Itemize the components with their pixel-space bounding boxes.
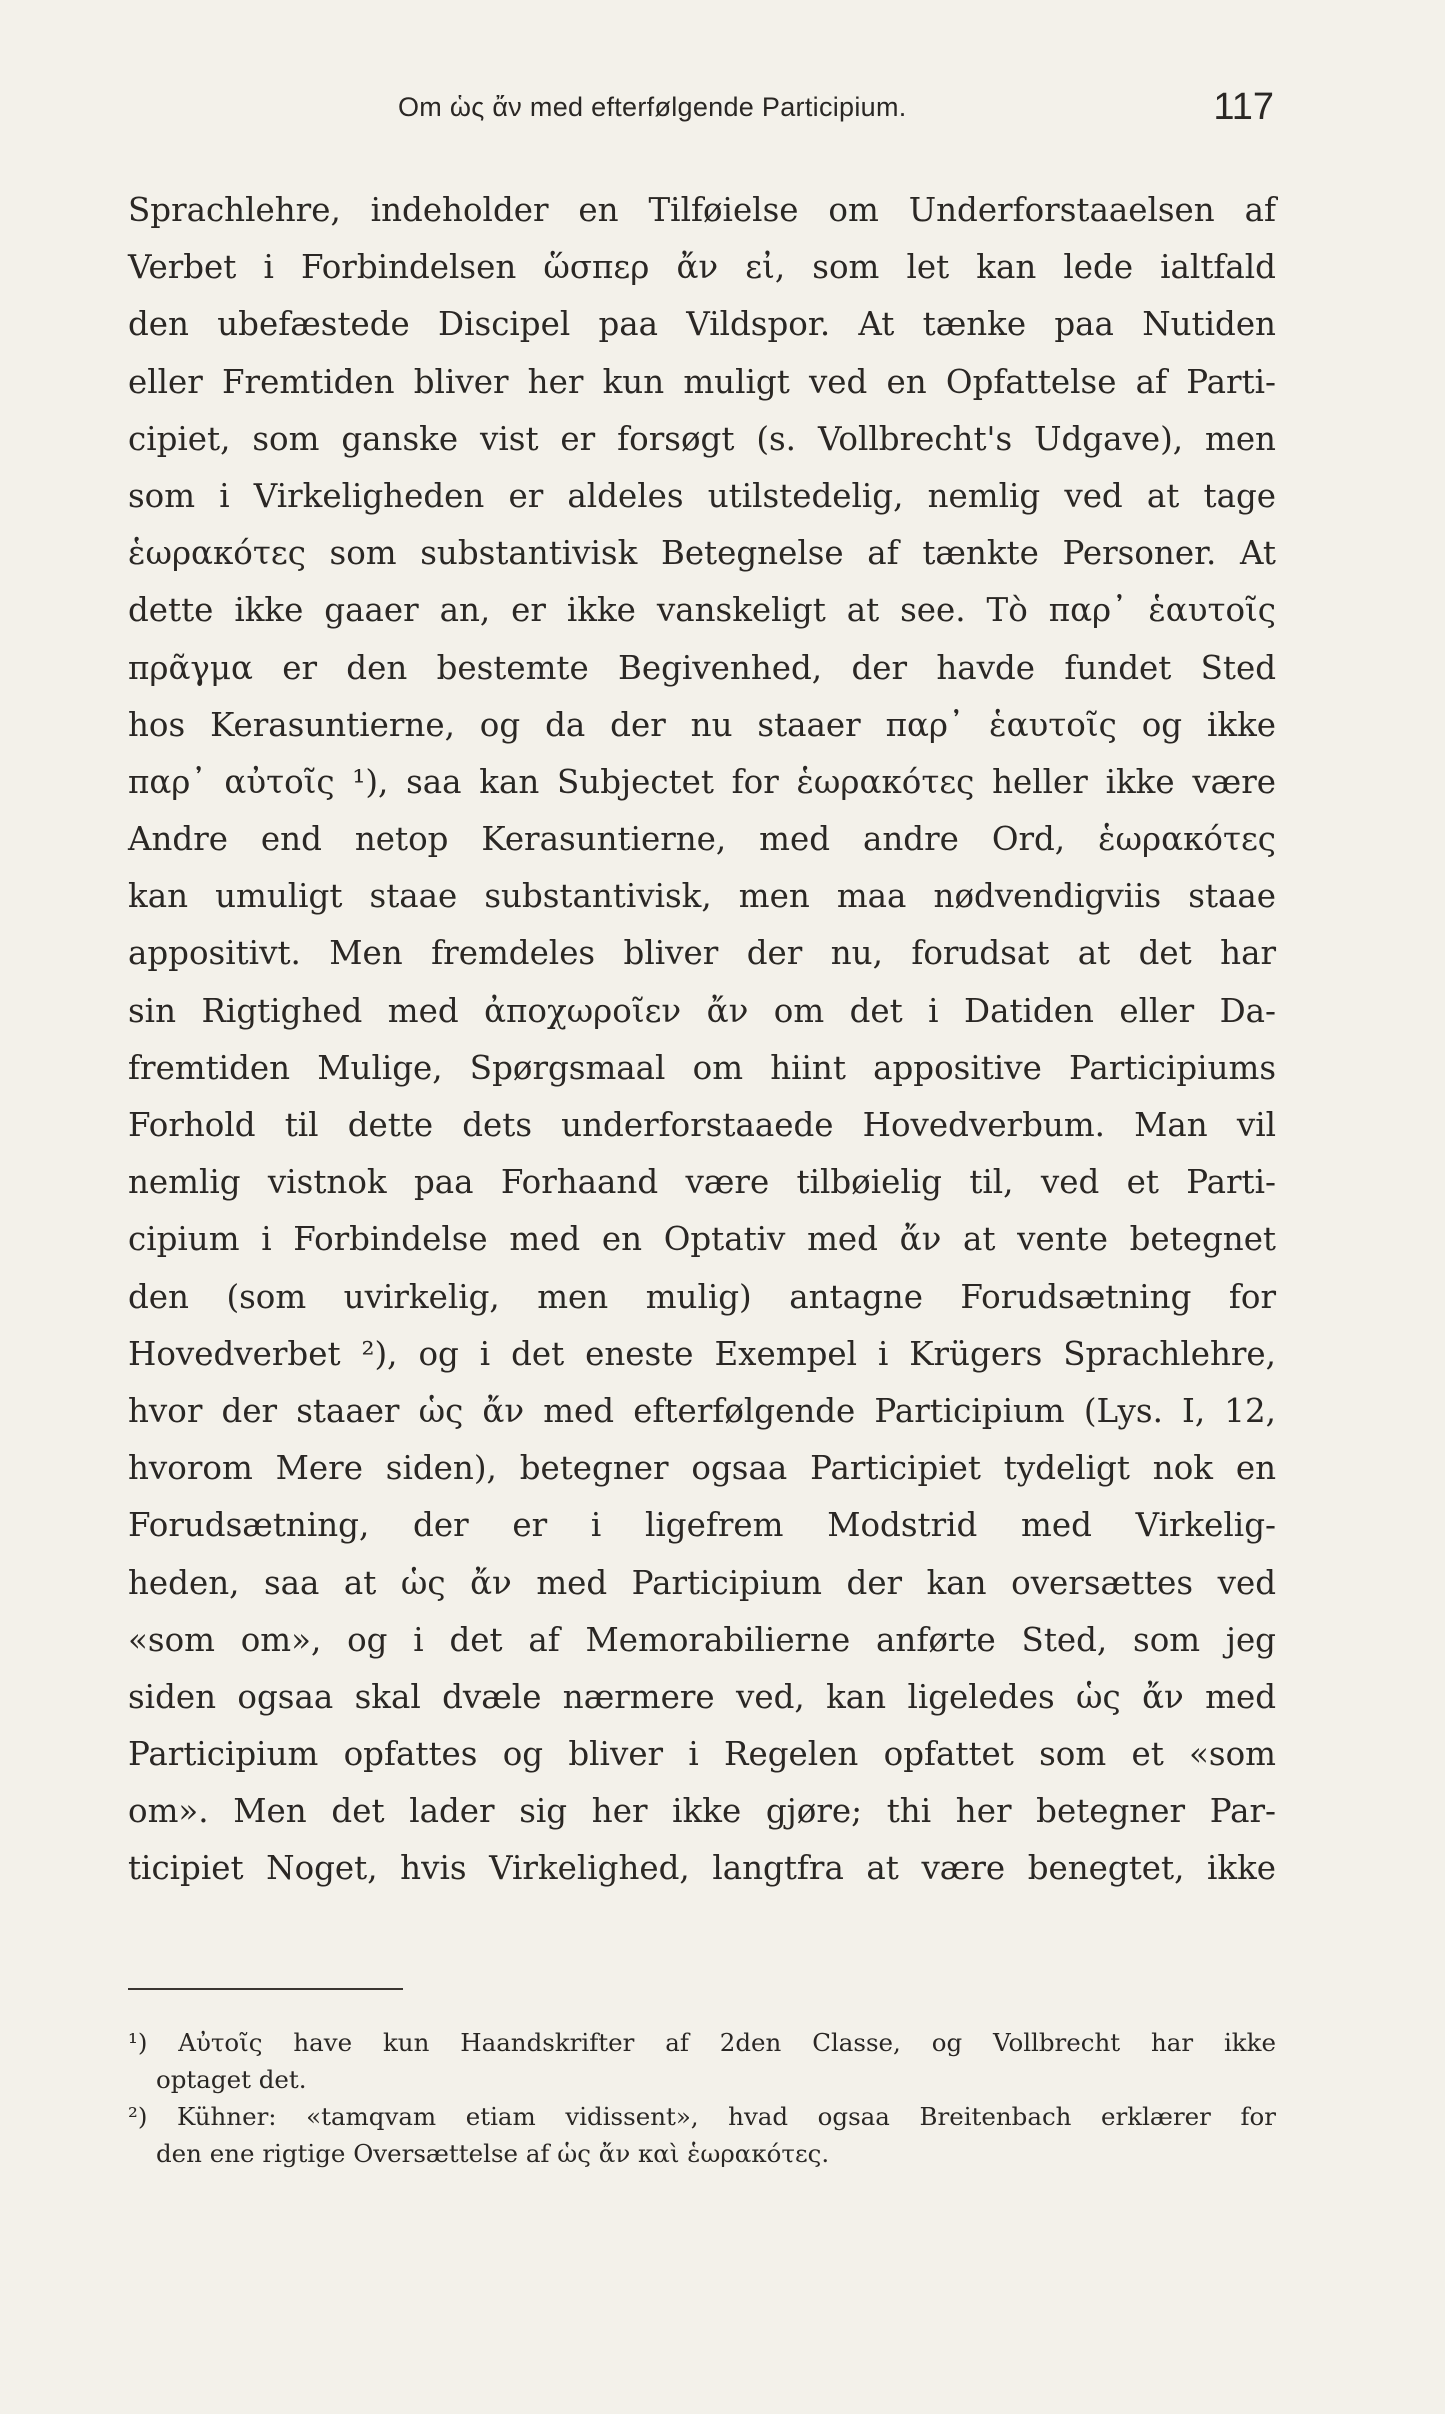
body-text — [128, 182, 1276, 1898]
body-line: πρᾶγμα er den bestemte Begivenhed, der havde fundet Sted — [128, 648, 1276, 687]
body-line: ἑωρακότες som substantivisk Betegnelse af tænkte Personer. At — [128, 534, 1276, 573]
body-line: heden, saa at ὡς ἄν med Participium der kan oversættes ved — [128, 1563, 1276, 1602]
body-line: hvorom Mere siden), betegner ogsaa Participiet tydeligt nok en — [128, 1449, 1276, 1488]
body-line: Forudsætning, der er i ligefrem Modstrid med Virkelig- — [128, 1506, 1276, 1545]
body-line: hvor der staaer ὡς ἄν med efterfølgende Participium (Lys. I, 12, — [128, 1391, 1276, 1430]
body-line: cipium i Forbindelse med en Optativ med ἄν at vente betegnet — [128, 1220, 1276, 1259]
running-header — [128, 86, 1274, 142]
body-line: Sprachlehre, indeholder en Tilføielse om Underforstaaelsen af — [128, 191, 1276, 229]
body-line: appositivt. Men fremdeles bliver der nu, forudsat at det har — [128, 934, 1276, 973]
body-line: kan umuligt staae substantivisk, men maa nødvendigviis staae — [128, 877, 1276, 916]
body-line: om». Men det lader sig her ikke gjøre; thi her betegner Par- — [128, 1792, 1276, 1831]
body-line: Forhold til dette dets underforstaaede Hovedverbum. Man vil — [128, 1106, 1276, 1144]
body-line: Verbet i Forbindelsen ὥσπερ ἄν εἰ, som let kan lede ialtfald — [128, 248, 1276, 287]
body-line: siden ogsaa skal dvæle nærmere ved, kan ligeledes ὡς ἄν med — [128, 1677, 1276, 1716]
body-line: Andre end netop Kerasuntierne, med andre Ord, ἑωρακότες — [128, 820, 1276, 859]
body-line: cipiet, som ganske vist er forsøgt (s. Vollbrecht's Udgave), men — [128, 419, 1276, 458]
body-line: som i Virkeligheden er aldeles utilstedelig, nemlig ved at tage — [128, 476, 1276, 515]
body-line: ticipiet Noget, hvis Virkelighed, langtfra at være benegtet, ikke — [128, 1849, 1276, 1888]
body-line: fremtiden Mulige, Spørgsmaal om hiint appositive Participiums — [128, 1048, 1276, 1087]
page-number: 117 — [1213, 86, 1274, 128]
footnotes — [128, 2024, 1276, 2172]
footnote-1-line: ¹) Αὐτοῖς have kun Haandskrifter af 2den Classe, og Vollbrecht har ikke — [128, 2028, 1276, 2057]
body-line: sin Rigtighed med ἀποχωροῖεν ἄν om det i Datiden eller Da- — [128, 991, 1276, 1030]
body-line: Participium opfattes og bliver i Regelen opfattet som et «som — [128, 1735, 1276, 1774]
footnote-divider — [128, 1988, 403, 1990]
footnote-1-line: optaget det. — [156, 2065, 307, 2094]
footnote-2-line: den ene rigtige Oversættelse af ὡς ἄν καὶ ἑωρακότες. — [156, 2139, 830, 2168]
header-title: Om ὡς ἄν med efterfølgende Participium. — [398, 92, 907, 122]
footnote-2-line: ²) Kühner: «tamqvam etiam vidissent», hvad ogsaa Breitenbach erklærer for — [128, 2102, 1276, 2131]
body-line: dette ikke gaaer an, er ikke vanskeligt at see. Τὸ παρ᾽ ἑαυτοῖς — [128, 591, 1276, 630]
body-line: Hovedverbet ²), og i det eneste Exempel i Krügers Sprachlehre, — [128, 1334, 1276, 1373]
body-line: nemlig vistnok paa Forhaand være tilbøielig til, ved et Parti- — [128, 1163, 1276, 1202]
body-line: den ubefæstede Discipel paa Vildspor. At tænke paa Nutiden — [128, 305, 1276, 344]
body-line: hos Kerasuntierne, og da der nu staaer παρ᾽ ἑαυτοῖς og ikke — [128, 705, 1276, 744]
body-line: παρ᾽ αὐτοῖς ¹), saa kan Subjectet for ἑωρακότες heller ikke være — [128, 762, 1276, 801]
body-line: «som om», og i det af Memorabilierne anførte Sted, som jeg — [128, 1620, 1276, 1659]
body-line: den (som uvirkelig, men mulig) antagne Forudsætning for — [128, 1277, 1276, 1316]
body-line: eller Fremtiden bliver her kun muligt ved en Opfattelse af Parti- — [128, 362, 1276, 401]
